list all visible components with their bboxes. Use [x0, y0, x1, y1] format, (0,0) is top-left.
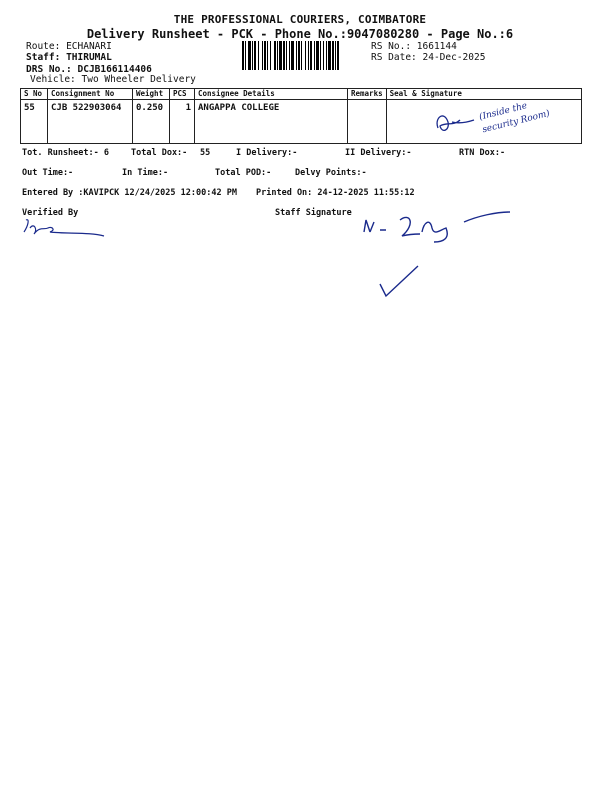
rs-date-line: [371, 52, 485, 63]
barcode-bar: [291, 41, 294, 70]
barcode-bar: [335, 41, 336, 70]
staff-line: [26, 52, 112, 63]
barcode-bar: [258, 41, 259, 70]
vehicle-value: Two Wheeler Delivery: [81, 74, 196, 85]
barcode-bar: [283, 41, 285, 70]
rtn-dox: RTN Dox:-: [459, 148, 506, 158]
total-dox-label: Total Dox:-: [131, 148, 188, 158]
tot-runsheet: Tot. Runsheet:- 6: [22, 148, 109, 158]
delvy-points: Delvy Points:-: [295, 168, 367, 178]
vehicle-line: [30, 74, 196, 85]
barcode-bar: [279, 41, 282, 70]
staff-signature: [360, 208, 520, 248]
barcode-bar: [320, 41, 321, 70]
header-remarks: Remarks: [348, 89, 387, 100]
barcode-bar: [245, 41, 246, 70]
barcode-bar: [274, 41, 276, 70]
barcode-bar: [270, 41, 271, 70]
barcode-bar: [242, 41, 244, 70]
barcode-bar: [323, 41, 324, 70]
barcode-bar: [301, 41, 302, 70]
barcode-bar: [252, 41, 253, 70]
verifier-signature: [20, 214, 110, 240]
barcode-bar: [289, 41, 290, 70]
barcode-bar: [264, 41, 266, 70]
rs-date-label: RS Date:: [371, 52, 417, 63]
total-pod: Total POD:-: [215, 168, 272, 178]
barcode-bar: [314, 41, 315, 70]
barcode-bar: [298, 41, 300, 70]
cell-weight: 0.250: [133, 100, 170, 144]
header-consignment: Consignment No: [48, 89, 133, 100]
barcode-bar: [308, 41, 309, 70]
header-pcs: PCS: [170, 89, 195, 100]
verified-by-label: Verified By: [22, 208, 79, 218]
in-time: In Time:-: [122, 168, 169, 178]
checkmark-icon: [376, 262, 420, 300]
route-line: [26, 41, 112, 52]
cell-remarks: [348, 100, 387, 144]
printed-on: Printed On: 24-12-2025 11:55:12: [256, 188, 415, 198]
header-weight: Weight: [133, 89, 170, 100]
barcode-bar: [286, 41, 287, 70]
barcode: [242, 41, 368, 70]
table-header-row: [21, 89, 582, 100]
cell-sno: 55: [21, 100, 48, 144]
runsheet-subtitle: Delivery Runsheet - PCK - Phone No.:9047080280 - Page No.:6: [86, 27, 514, 41]
barcode-bar: [267, 41, 268, 70]
route-label: Route:: [26, 41, 61, 52]
header-sno: S No: [21, 89, 48, 100]
rs-no-line: [371, 41, 457, 52]
route-value: ECHANARI: [66, 41, 112, 52]
cell-consignment: CJB 522903064: [48, 100, 133, 144]
rs-no-value: 1661144: [416, 41, 457, 52]
staff-signature-label: Staff Signature: [275, 208, 352, 218]
barcode-bar: [277, 41, 278, 70]
total-dox-value: 55: [200, 148, 211, 158]
ii-delivery: II Delivery:-: [345, 148, 412, 158]
barcode-bar: [337, 41, 339, 70]
cell-pcs: 1: [170, 100, 195, 144]
barcode-bar: [316, 41, 319, 70]
drs-label: DRS No.:: [26, 64, 72, 75]
barcode-bar: [296, 41, 297, 70]
barcode-bar: [332, 41, 334, 70]
entered-by: Entered By :KAVIPCK 12/24/2025 12:00:42 PM: [22, 188, 237, 198]
barcode-bar: [326, 41, 327, 70]
cell-consignee: ANGAPPA COLLEGE: [195, 100, 348, 144]
barcode-bar: [262, 41, 263, 70]
staff-label: Staff:: [26, 52, 61, 63]
barcode-bar: [248, 41, 251, 70]
drs-value: DCJB166114406: [77, 64, 152, 75]
i-delivery: I Delivery:-: [236, 148, 298, 158]
rs-no-label: RS No.:: [371, 41, 412, 52]
vehicle-label: Vehicle:: [30, 74, 76, 85]
header-consignee: Consignee Details: [195, 89, 348, 100]
header-seal: Seal & Signature: [386, 89, 581, 100]
company-title: THE PROFESSIONAL COURIERS, COIMBATORE: [173, 13, 427, 26]
barcode-bar: [305, 41, 306, 70]
handwritten-note: (Inside the security Room): [478, 101, 551, 136]
staff-value: THIRUMAL: [66, 52, 112, 63]
barcode-bar: [310, 41, 312, 70]
barcode-bar: [254, 41, 256, 70]
rs-date-value: 24-Dec-2025: [422, 52, 486, 63]
out-time: Out Time:-: [22, 168, 74, 178]
barcode-bar: [328, 41, 331, 70]
